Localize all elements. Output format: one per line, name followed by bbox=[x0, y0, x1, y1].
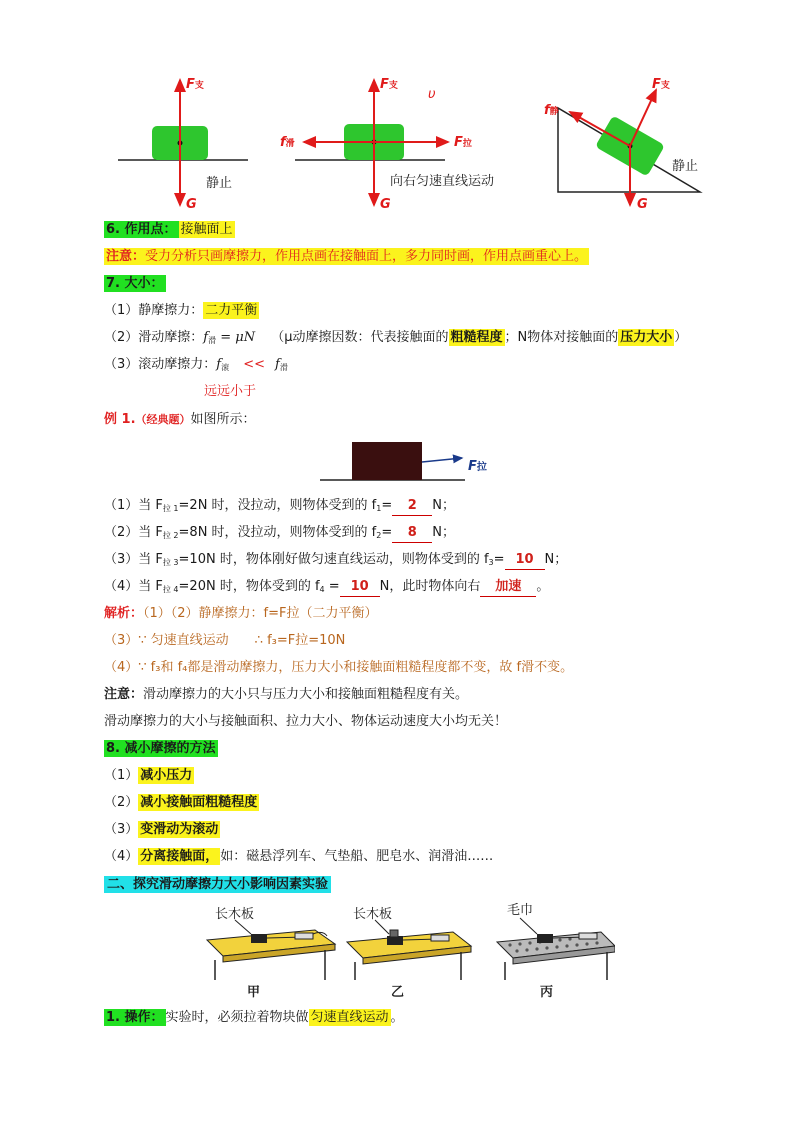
section-7-title: 7. 大小： bbox=[106, 276, 164, 291]
experiment-1 bbox=[207, 906, 335, 1000]
state-label: 静止 bbox=[206, 176, 233, 191]
section-6-value: 接触面上 bbox=[180, 222, 233, 237]
s7-item-1: （1）静摩擦力： 二力平衡 bbox=[104, 303, 258, 318]
s7-item-3-note: 远远小于 bbox=[204, 384, 257, 399]
section-8: 8. 减小摩擦的方法 bbox=[106, 741, 216, 756]
svg-text:甲: 甲 bbox=[247, 985, 261, 1000]
note-text: 受力分析只画摩擦力，作用点画在接触面上，多力同时画，作用点画重心上。 bbox=[145, 249, 588, 264]
diagram-moving-block bbox=[280, 77, 494, 212]
box bbox=[352, 442, 422, 480]
section-2: 二、探究滑动摩擦力大小影响因素实验 bbox=[104, 876, 331, 894]
gravity-label: G bbox=[186, 197, 197, 212]
question-4: （4）当 $F_{拉 4}=20N$ 时，物体受到的 $f_4 = 10$ N，此时物体向右 加速 。 bbox=[104, 578, 549, 599]
s8-item-2: （2） 减小接触面粗糙程度 bbox=[104, 795, 258, 810]
diagram-incline-block bbox=[544, 77, 700, 212]
example-diagram bbox=[320, 440, 500, 485]
analysis-3: （4）∵ f₃和 f₄都是滑动摩擦力，压力大小和接触面粗糙程度都不变，故 f滑不变。 bbox=[104, 660, 574, 675]
experiment-diagrams bbox=[195, 900, 615, 1005]
example-1: 例 1.（经典题）如图所示： bbox=[104, 412, 256, 427]
support-label: F支 bbox=[652, 77, 670, 92]
answer-blank: 10 bbox=[505, 551, 545, 570]
velocity-label: υ bbox=[428, 87, 436, 102]
svg-text:乙: 乙 bbox=[391, 985, 405, 1000]
pull-label: F拉 bbox=[468, 459, 487, 474]
gravity-label: G bbox=[380, 197, 391, 212]
pull-arrow bbox=[422, 458, 462, 462]
state-label: 向右匀速直线运动 bbox=[390, 174, 495, 189]
support-label: F支 bbox=[186, 77, 204, 92]
note-1 bbox=[104, 248, 589, 266]
gravity-label: G bbox=[637, 197, 648, 212]
question-3: （3）当 $F_{拉 3}=10N$ 时，物体刚好做匀速直线运动，则物体受到的 $f_3= 10$ N； bbox=[104, 551, 567, 572]
question-1: （1）当 $F_{拉 1}=2N$ 时，没拉动，则物体受到的 $f_1= 2$ N； bbox=[104, 497, 455, 518]
s7-item-2: （2）滑动摩擦：$f_滑 = \mu N$ （μ动摩擦因数：代表接触面的 粗糙程度 ；N物体对接触面的 压力大小 ） bbox=[104, 330, 688, 345]
svg-text:长木板: 长木板 bbox=[353, 907, 393, 922]
force-diagrams bbox=[100, 70, 720, 220]
section-7 bbox=[104, 275, 166, 293]
section-6 bbox=[104, 221, 235, 239]
answer-blank: 2 bbox=[392, 497, 432, 516]
friction-label: f静 bbox=[544, 103, 559, 118]
experiment-3 bbox=[497, 902, 615, 1000]
operation: 1. 操作： 实验时，必须拉着物块做 匀速直线运动 。 bbox=[106, 1010, 404, 1025]
pull-label: F拉 bbox=[454, 135, 472, 150]
note-2: 注意：滑动摩擦力的大小只与压力大小和接触面粗糙程度有关。 bbox=[104, 687, 469, 702]
s8-item-3: （3） 变滑动为滚动 bbox=[104, 822, 219, 837]
note-label: 注意： bbox=[106, 249, 146, 264]
svg-text:毛巾: 毛巾 bbox=[507, 903, 534, 918]
s7-item-3: （3）滚动摩擦力：$f_滚 << f_滑$ bbox=[104, 357, 288, 372]
note-3: 滑动摩擦力的大小与接触面积、拉力大小、物体运动速度大小均无关！ bbox=[104, 714, 508, 729]
state-label: 静止 bbox=[672, 159, 699, 174]
s8-item-4: （4） 分离接触面， 如：磁悬浮列车、气垫船、肥皂水、润滑油…… bbox=[104, 849, 494, 864]
question-2: （2）当 $F_{拉 2}=8N$ 时，没拉动，则物体受到的 $f_2= 8$ N； bbox=[104, 524, 455, 545]
support-label: F支 bbox=[380, 77, 398, 92]
section-6-title: 6. 作用点： bbox=[106, 222, 177, 237]
s8-item-1: （1） 减小压力 bbox=[104, 768, 193, 783]
friction-label: f滑 bbox=[280, 135, 295, 150]
experiment-2 bbox=[347, 906, 471, 1000]
diagram-static-block bbox=[118, 77, 248, 212]
svg-text:长木板: 长木板 bbox=[215, 907, 255, 922]
analysis-2: （3）∵ 匀速直线运动 ∴ f₃=F拉=10N bbox=[104, 633, 346, 648]
analysis-1: 解析：（1）（2）静摩擦力：f=F拉（二力平衡） bbox=[104, 606, 378, 621]
answer-blank-2: 加速 bbox=[480, 578, 536, 597]
answer-blank: 10 bbox=[340, 578, 380, 597]
answer-blank: 8 bbox=[392, 524, 432, 543]
svg-text:丙: 丙 bbox=[540, 985, 554, 1000]
